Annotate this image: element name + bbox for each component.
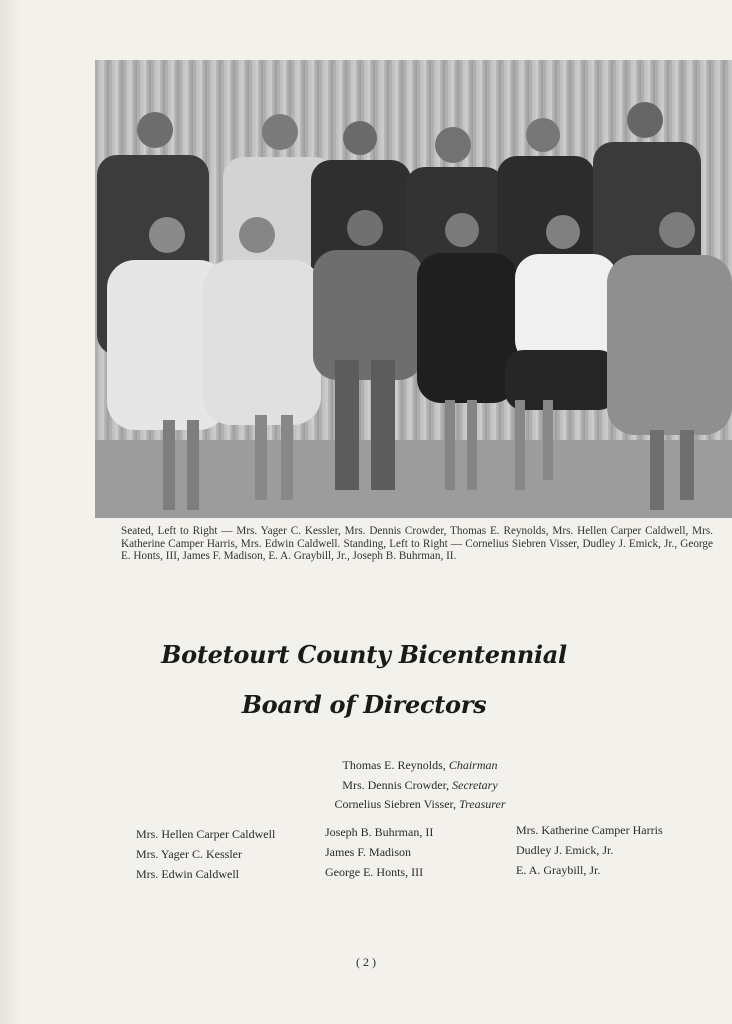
member-name: Mrs. Edwin Caldwell [136, 867, 239, 881]
officer-name: Cornelius Siebren Visser, [334, 797, 457, 811]
members-column-3 [516, 820, 663, 880]
officers-list [250, 756, 590, 815]
officer-secretary [250, 776, 590, 796]
page-subtitle: Board of Directors [241, 690, 487, 719]
officer-treasurer [250, 795, 590, 815]
member-name: Mrs. Hellen Carper Caldwell [136, 827, 276, 841]
officer-role: Treasurer [459, 797, 506, 811]
member-name: James F. Madison [325, 845, 412, 859]
member-name: E. A. Graybill, Jr. [516, 863, 601, 877]
member-name: Dudley J. Emick, Jr. [516, 843, 614, 857]
officer-role: Secretary [452, 777, 498, 792]
officer-chairman [250, 756, 590, 776]
members-column-1 [136, 824, 275, 884]
page-number: ( 2 ) [356, 955, 376, 969]
members-column-2 [325, 822, 433, 882]
member-name: Mrs. Yager C. Kessler [136, 847, 242, 861]
officer-name: Thomas E. Reynolds, [342, 758, 446, 772]
page-title: Botetourt County Bicentennial [161, 640, 567, 669]
page-binding-edge [0, 0, 22, 1024]
officer-role: Chairman [448, 758, 498, 772]
member-name: Joseph B. Buhrman, II [325, 825, 434, 839]
photo-caption: Seated, Left to Right — Mrs. Yager C. Kessler, Mrs. Dennis Crowder, Thomas E. Reynolds, Mrs. Hellen Carper Caldwell, Mrs. Katherine Camper Harris, Mrs. Edwin Caldwell. Standing, Left to Right — Cornelius Siebren Visser, Dudley J. Emick, Jr., George E. Honts, III, James F. Madison, E. A. Graybill, Jr., Joseph B. Buhrman, II. [121, 525, 713, 563]
officer-name: Mrs. Dennis Crowder, [342, 777, 450, 792]
group-photograph [95, 60, 732, 518]
member-name: Mrs. Katherine Camper Harris [516, 823, 663, 837]
member-name: George E. Honts, III [325, 865, 424, 879]
